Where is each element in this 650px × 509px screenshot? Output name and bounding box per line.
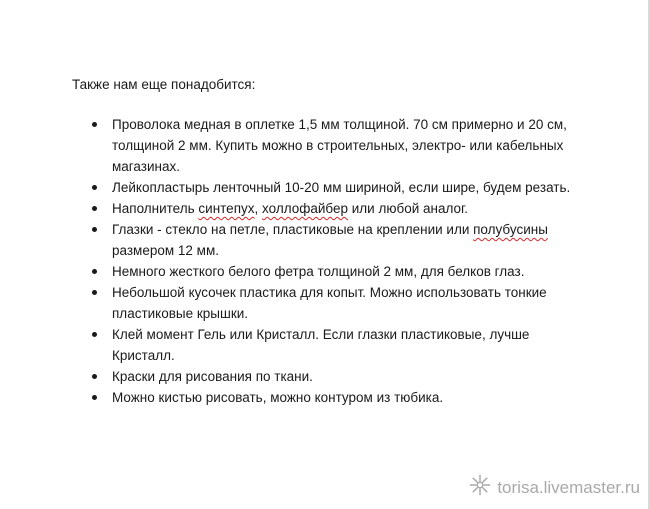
list-item bbox=[92, 261, 572, 282]
misspelled-word: холлофайбер bbox=[262, 201, 349, 216]
list-item bbox=[92, 219, 572, 261]
bullet-icon bbox=[92, 374, 97, 379]
list-item-text bbox=[112, 222, 548, 258]
bullet-icon bbox=[92, 395, 97, 400]
list-item-text: Лейкопластырь ленточный 10-20 мм шириной, если шире, будем резать. bbox=[112, 180, 571, 195]
materials-list bbox=[92, 114, 572, 408]
watermark bbox=[469, 474, 640, 501]
list-item bbox=[92, 282, 572, 324]
misspelled-word: синтепух bbox=[198, 201, 255, 216]
list-item-text: Клей момент Гель или Кристалл. Если глазки пластиковые, лучше Кристалл. bbox=[112, 327, 530, 363]
bullet-icon bbox=[92, 290, 97, 295]
bullet-icon bbox=[92, 206, 97, 211]
bullet-icon bbox=[92, 227, 97, 232]
list-item bbox=[92, 387, 572, 408]
intro-text: Также нам еще понадобится: bbox=[72, 77, 256, 92]
bullet-icon bbox=[92, 122, 97, 127]
text-segment: Наполнитель bbox=[112, 201, 199, 216]
watermark-text: torisa.livemaster.ru bbox=[497, 477, 640, 497]
bullet-icon bbox=[92, 269, 97, 274]
snowflake-icon bbox=[469, 474, 491, 501]
list-item bbox=[92, 324, 572, 366]
list-item-text: Можно кистью рисовать, можно контуром из тюбика. bbox=[112, 390, 444, 405]
bullet-icon bbox=[92, 185, 97, 190]
list-item bbox=[92, 366, 572, 387]
list-item-text: Немного жесткого белого фетра толщиной 2 мм, для белков глаз. bbox=[112, 264, 525, 279]
list-item bbox=[92, 198, 572, 219]
text-segment: , bbox=[254, 201, 263, 216]
list-item-text bbox=[112, 201, 468, 216]
text-segment: Глазки - стекло на петле, пластиковые на креплении или bbox=[112, 222, 474, 237]
list-item-text: Проволока медная в оплетке 1,5 мм толщиной. 70 см примерно и 20 см, толщиной 2 мм. Купить можно в строительных, электро- или кабельных магазинах. bbox=[112, 117, 567, 174]
bullet-icon bbox=[92, 332, 97, 337]
list-item-text: Небольшой кусочек пластика для копыт. Можно использовать тонкие пластиковые крышки. bbox=[112, 285, 547, 321]
list-item bbox=[92, 177, 572, 198]
text-segment: размером 12 мм. bbox=[112, 243, 219, 258]
text-segment: или любой аналог. bbox=[348, 201, 469, 216]
list-item bbox=[92, 114, 572, 177]
list-item-text: Краски для рисования по ткани. bbox=[112, 369, 313, 384]
misspelled-word: полубусины bbox=[473, 222, 548, 237]
